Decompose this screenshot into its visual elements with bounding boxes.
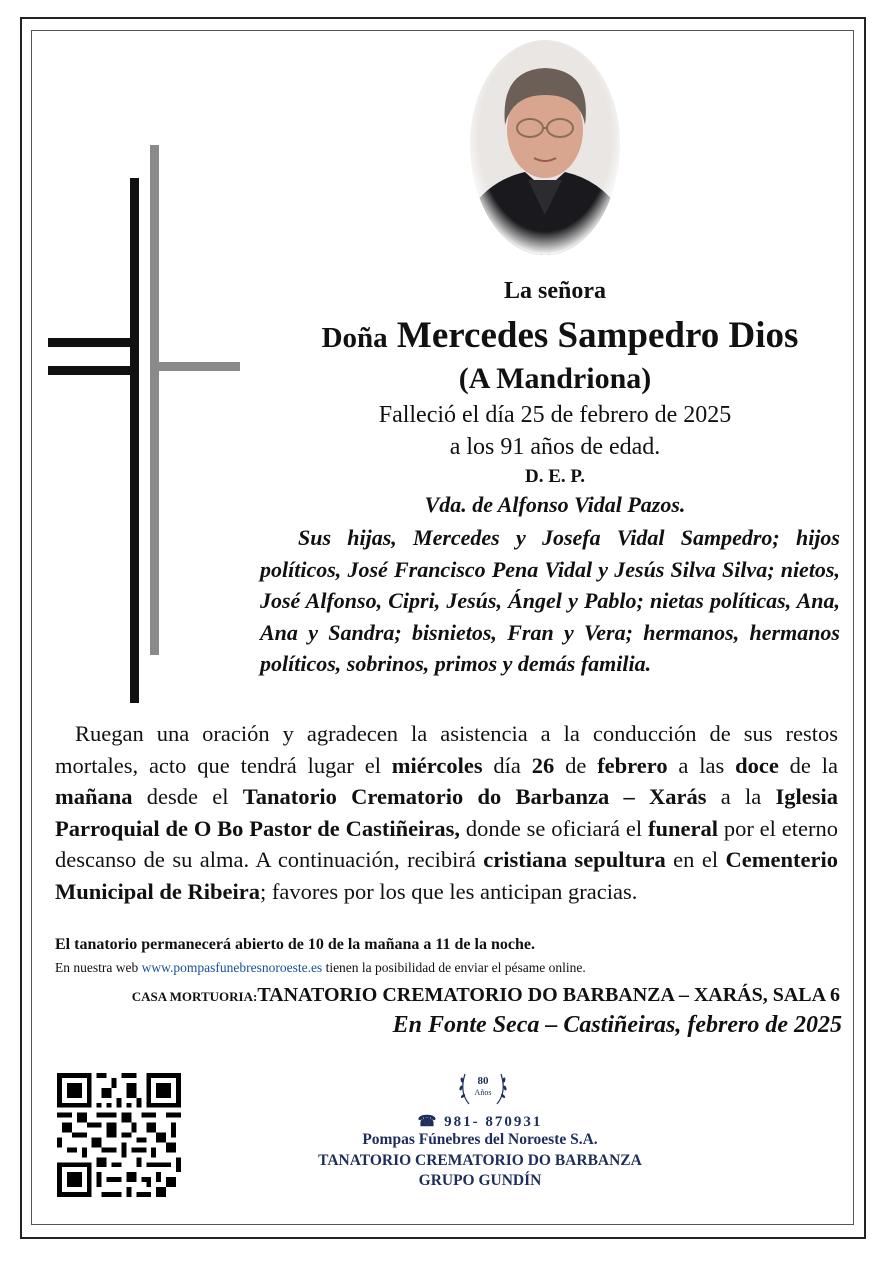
full-name: Mercedes Sampedro Dios <box>396 315 799 356</box>
ceremony-paragraph: Ruegan una oración y agradecen la asistencia a la conducción de sus restos mortales, acto que tendrá lugar el miércoles día 26 de febrero a las doce de la mañana desde el Tanatorio Crematorio do Barbanza – Xarás a la Iglesia Parroquial de O Bo Pastor de Castiñeiras, donde se oficiará el funeral por el eterno descanso de su alma. A continuación, recibirá cristiana sepultura en el Cementerio Municipal de Ribeira; favores por los que les anticipan gracias. <box>55 721 838 904</box>
deceased-name <box>240 314 880 357</box>
website-link[interactable]: www.pompasfunebresnoroeste.es <box>141 960 323 975</box>
footer-tanatorio: TANATORIO CREMATORIO DO BARBANZA <box>318 1152 642 1169</box>
logo-word: Años <box>474 1088 492 1097</box>
casa-mortuoria <box>132 984 840 1007</box>
intro-text: La señora <box>504 278 606 304</box>
alias: (A Mandriona) <box>458 362 652 395</box>
casa-value: TANATORIO CREMATORIO DO BARBANZA – XARÁS, SALA 6 <box>257 984 840 1006</box>
logo-number: 80 <box>477 1075 489 1087</box>
phone <box>280 1112 680 1131</box>
place-date: En Fonte Seca – Castiñeiras, febrero de 2025 <box>392 1012 842 1038</box>
family-text: Sus hijas, Mercedes y Josefa Vidal Sampedro; hijos políticos, José Francisco Pena Vidal y Jesús Silva Silva; nietos, José Alfonso, Cipri, Jesús, Ángel y Pablo; nietas políticas, Ana, Ana y Sandra; bisnietos, Fran y Vera; hermanos, hermanos políticos, sobrinos, primos y demás familia. <box>260 525 840 676</box>
phone-icon: ☎ <box>417 1114 439 1130</box>
company-name: Pompas Fúnebres del Noroeste S.A. <box>362 1131 598 1148</box>
dep: D. E. P. <box>524 466 585 487</box>
ceremony-text <box>55 718 838 908</box>
death-date: Falleció el día 25 de febrero de 2025 <box>378 402 732 428</box>
casa-label: CASA MORTUORIA: <box>131 989 258 1004</box>
family-list <box>260 522 840 680</box>
qr-code[interactable] <box>57 1073 181 1197</box>
tanatorio-hours: El tanatorio permanecerá abierto de 10 de la mañana a 11 de la noche. <box>55 936 535 953</box>
widow-line: Vda. de Alfonso Vidal Pazos. <box>424 492 686 517</box>
web-notice: En nuestra web www.pompasfunebresnoroeste.es tienen la posibilidad de enviar el pésame online. <box>55 960 586 975</box>
phone-number[interactable]: 981- 870931 <box>444 1114 543 1130</box>
footer-group: GRUPO GUNDÍN <box>418 1172 542 1189</box>
age: a los 91 años de edad. <box>449 434 661 460</box>
name-prefix: Doña <box>321 322 388 354</box>
cross-icon <box>40 140 250 710</box>
anniversary-logo-icon <box>455 1062 511 1112</box>
portrait-photo <box>470 40 620 255</box>
